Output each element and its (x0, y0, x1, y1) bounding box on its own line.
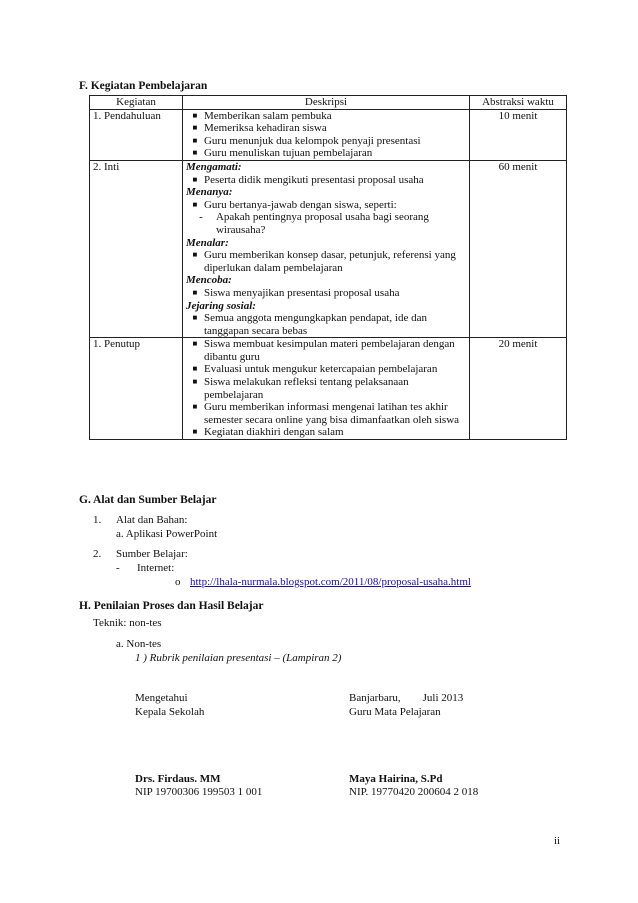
cell-deskripsi (182, 160, 469, 337)
cell-deskripsi (182, 338, 469, 440)
table-row (90, 109, 567, 160)
list-item: ■ Peserta didik mengikuti presentasi proposal usaha (186, 174, 466, 187)
section-g-title: G. Alat dan Sumber Belajar (79, 494, 217, 506)
subheading-jejaring: Jejaring sosial: (185, 299, 256, 312)
list-item: ■ Siswa menyajikan presentasi proposal usaha (186, 287, 466, 300)
square-bullet-icon: ■ (192, 148, 198, 158)
cell-kegiatan: 1. Pendahuluan (90, 109, 183, 160)
cell-waktu: 10 menit (469, 109, 566, 160)
header-waktu: Abstraksi waktu (469, 96, 566, 110)
square-bullet-icon: ■ (192, 174, 198, 184)
table-header-row (90, 96, 567, 110)
list-item: ■ Siswa membuat kesimpulan materi pembelajaran dengan dibantu guru (186, 338, 466, 363)
list-item: ■ Guru menunjuk dua kelompok penyaji presentasi (186, 135, 466, 148)
g-item2-label: Sumber Belajar: (116, 548, 188, 560)
list-item: ■ Kegiatan diakhiri dengan salam (186, 426, 466, 439)
table-row (90, 338, 567, 440)
square-bullet-icon: ■ (192, 377, 198, 387)
sign-left-nip: NIP 19700306 199503 1 001 (135, 786, 263, 798)
sign-right-nip: NIP. 19770420 200604 2 018 (349, 786, 479, 798)
list-item: ■ Memeriksa kehadiran siswa (186, 122, 466, 135)
cell-deskripsi (182, 109, 469, 160)
cell-waktu: 20 menit (469, 338, 566, 440)
list-sub-item: - Apakah pentingnya proposal usaha bagi seorang wirausaha? (186, 211, 466, 236)
g-item1-number: 1. (93, 514, 102, 526)
section-f-title: F. Kegiatan Pembelajaran (79, 80, 208, 92)
list-item: ■ Siswa melakukan refleksi tentang pelaksanaan pembelajaran (186, 376, 466, 401)
header-deskripsi: Deskripsi (182, 96, 469, 110)
square-bullet-icon: ■ (192, 364, 198, 374)
list-item: ■ Memberikan salam pembuka (186, 110, 466, 123)
link-bullet: o (175, 576, 181, 588)
subheading-mengamati: Mengamati: (185, 160, 242, 173)
dash-bullet: - (199, 211, 203, 224)
square-bullet-icon: ■ (192, 339, 198, 349)
cell-waktu: 60 menit (469, 160, 566, 337)
square-bullet-icon: ■ (192, 427, 198, 437)
list-item: ■ Guru memberikan konsep dasar, petunjuk, referensi yang diperlukan dalam pembelajaran (186, 249, 466, 274)
g-item1-sub: a. Aplikasi PowerPoint (116, 528, 218, 540)
list-item: ■ Evaluasi untuk mengukur ketercapaian pembelajaran (186, 363, 466, 376)
non-tes-label: a. Non-tes (116, 638, 162, 650)
subheading-menalar: Menalar: (185, 236, 229, 249)
list-item: ■ Guru memberikan informasi mengenai latihan tes akhir semester secara online yang bisa dimanfaatkan oleh siswa (186, 401, 466, 426)
subheading-mencoba: Mencoba: (185, 274, 232, 287)
g-item2-dash: - (116, 562, 120, 574)
square-bullet-icon: ■ (192, 135, 198, 145)
square-bullet-icon: ■ (192, 287, 198, 297)
list-item: ■ Semua anggota mengungkapkan pendapat, ide dan tanggapan secara bebas (186, 312, 466, 337)
sign-right-name: Maya Hairina, S.Pd (349, 773, 443, 785)
sign-right-line1: Banjarbaru, Juli 2013 (349, 692, 464, 704)
list-item: ■ Guru bertanya-jawab dengan siswa, seperti: (186, 199, 466, 212)
resource-link[interactable]: http://lhala-nurmala.blogspot.com/2011/08/proposal-usaha.html (190, 576, 471, 588)
square-bullet-icon: ■ (192, 250, 198, 260)
subheading-menanya: Menanya: (185, 186, 233, 199)
header-kegiatan: Kegiatan (90, 96, 183, 110)
page-number: ii (554, 835, 561, 847)
section-h-title: H. Penilaian Proses dan Hasil Belajar (79, 600, 264, 612)
g-item1-label: Alat dan Bahan: (116, 514, 188, 526)
square-bullet-icon: ■ (192, 402, 198, 412)
sign-left-line2: Kepala Sekolah (135, 706, 205, 718)
teknik-label: Teknik: non-tes (93, 617, 162, 629)
rubrik-item: 1 ) Rubrik penilaian presentasi – (Lampiran 2) (135, 652, 342, 664)
sign-left-line1: Mengetahui (135, 692, 188, 704)
cell-kegiatan: 2. Inti (90, 160, 183, 337)
sign-right-line2: Guru Mata Pelajaran (349, 706, 441, 718)
square-bullet-icon: ■ (192, 110, 198, 120)
activity-table (89, 95, 567, 440)
sign-left-name: Drs. Firdaus. MM (135, 773, 221, 785)
g-item2-number: 2. (93, 548, 102, 560)
square-bullet-icon: ■ (192, 123, 198, 133)
square-bullet-icon: ■ (192, 199, 198, 209)
square-bullet-icon: ■ (192, 313, 198, 323)
table-row (90, 160, 567, 337)
list-item: ■ Guru menuliskan tujuan pembelajaran (186, 147, 466, 160)
cell-kegiatan: 1. Penutup (90, 338, 183, 440)
g-item2-sub-label: Internet: (137, 562, 175, 574)
